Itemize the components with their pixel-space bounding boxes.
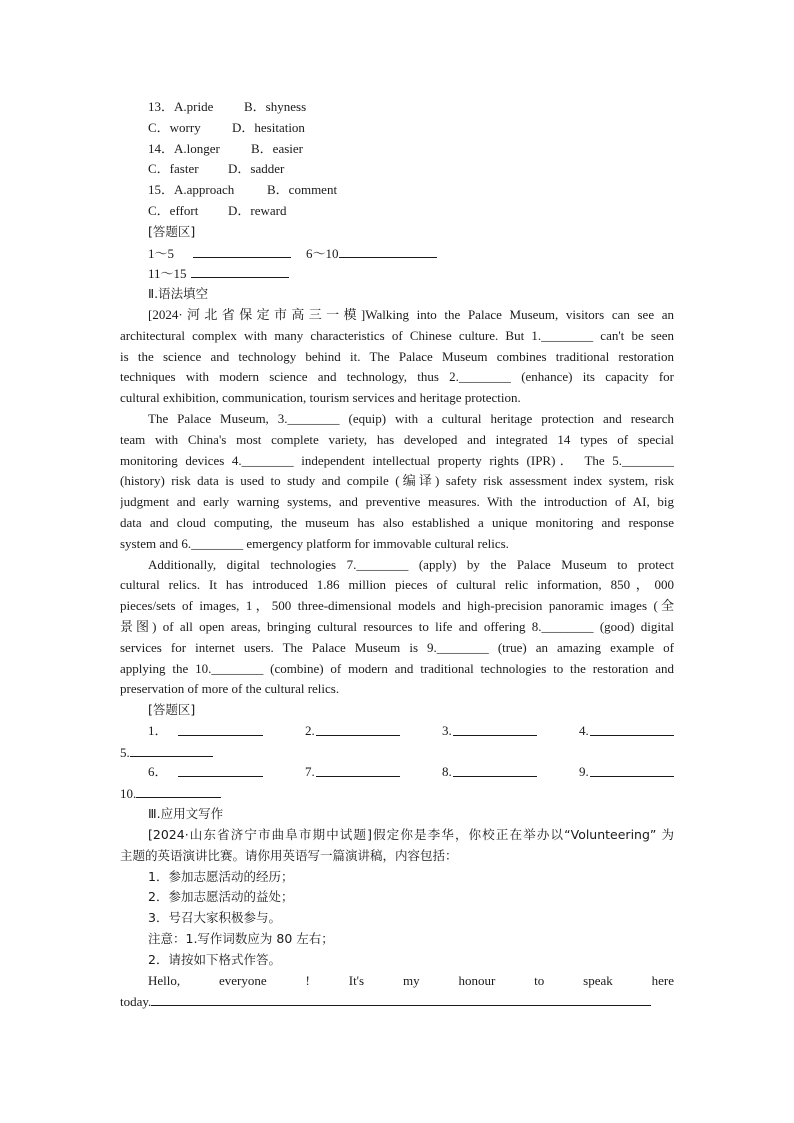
answer-blank[interactable] (453, 721, 537, 736)
answer-row: 1． 2. 3. 4. (120, 721, 674, 742)
option-row: C．effort D．reward (148, 202, 287, 218)
passage-line: pieces/sets of images, 1，500 three-dimensional models and high-precision panoramic images (全 (120, 598, 674, 614)
answer-zone-label: [答题区] (148, 702, 196, 717)
answer-row: 6． 7. 8. 9. (120, 762, 674, 783)
answer-blank[interactable] (178, 721, 263, 736)
option-row: 14．A.longer B．easier (148, 140, 303, 156)
writing-start-line: today. (120, 991, 674, 1012)
passage-line: Additionally, digital technologies 7.________ (apply) by the Palace Museum to protect (148, 556, 674, 572)
answer-zone-label: [答题区] (148, 223, 196, 239)
answer-blank[interactable] (178, 762, 263, 777)
answer-blank[interactable] (316, 762, 400, 777)
passage-line: techniques with modern science and technology, thus 2.________ (enhance) its capacity for (120, 369, 674, 385)
option-row: 13．A.pride B．shyness (148, 99, 307, 114)
answer-blank[interactable] (453, 762, 537, 777)
grammar-passage (120, 305, 674, 700)
answer-row: 10. (120, 783, 674, 804)
answer-blank[interactable] (590, 721, 674, 736)
answer-blank[interactable] (316, 721, 400, 736)
passage-line: data and cloud computing, the museum has also established a unique monitoring and response (120, 514, 674, 530)
passage-line: The Palace Museum, 3.________ (equip) with a cultural heritage protection and research (148, 410, 674, 426)
answer-blank[interactable] (339, 243, 437, 258)
passage-line: (history) risk data is used to study and compile (编译) safety risk assessment index system, risk (120, 473, 674, 489)
answer-row: 11～15 (120, 263, 674, 284)
answer-zone-2 (120, 700, 674, 825)
task-line: 2．参加志愿活动的益处； (148, 889, 294, 905)
passage-line: is the science and technology behind it. The Palace Museum combines traditional restoration (120, 348, 674, 364)
passage-line: judgment and early warning systems, and preventive measures. With the introduction of AI, big (120, 494, 674, 510)
answer-blank[interactable] (590, 762, 674, 777)
task-line: 3．号召大家积极参与。 (148, 910, 281, 926)
writing-line[interactable] (151, 991, 651, 1006)
writing-task (120, 825, 674, 1012)
answer-blank[interactable] (193, 243, 291, 258)
passage-line: 景图) of all open areas, bringing cultural resources to life and offering 8.________ (good) digital (120, 618, 674, 634)
option-row: C．faster D．sadder (148, 161, 285, 177)
task-line: 1．参加志愿活动的经历； (148, 868, 294, 884)
task-line: [2024·山东省济宁市曲阜市期中试题]假定你是李华，你校正在举办以“Volunteering” 为 (148, 827, 674, 842)
choice-options (120, 97, 674, 305)
passage-line: team with China's most complete variety, has developed and integrated 14 types of special (120, 431, 674, 447)
passage-line: architectural complex with many characteristics of Chinese culture. But 1.________ can't be seen (120, 327, 674, 343)
section-title: Ⅲ.应用文写作 (148, 805, 224, 821)
answer-blank[interactable] (130, 742, 213, 757)
answer-blank[interactable] (136, 783, 221, 798)
task-line: 2．请按如下格式作答。 (148, 951, 281, 967)
passage-line: cultural relics. It has introduced 1.86 million pieces of cultural relic information, 850，000 (120, 577, 674, 593)
task-line: 主题的英语演讲比赛。请你用英语写一篇演讲稿，内容包括： (120, 847, 458, 863)
option-row: C．worry D．hesitation (148, 119, 305, 135)
task-line: Hello, everyone ! It's my honour to speak here (148, 972, 674, 988)
passage-line: cultural exhibition, communication, tourism services and heritage protection. (120, 390, 521, 406)
task-line: 注意：1.写作词数应为 80 左右； (148, 930, 334, 946)
passage-line: [2024·河北省保定市高三一模]Walking into the Palace Museum, visitors can see an (148, 307, 674, 322)
passage-line: preservation of more of the cultural relics. (120, 681, 340, 697)
passage-line: monitoring devices 4.________ independent intellectual property rights (IPR)． The 5.________ (120, 452, 674, 468)
passage-line: system and 6.________ emergency platform for immovable cultural relics. (120, 535, 509, 551)
passage-line: services for internet users. The Palace Museum is 9.________ (true) an amazing example of (120, 639, 674, 655)
passage-line: applying the 10.________ (combine) of modern and traditional technologies to the restoration and (120, 660, 674, 676)
option-row: 15．A.approach B．comment (148, 182, 338, 198)
section-title: Ⅱ.语法填空 (148, 286, 209, 302)
answer-blank[interactable] (191, 263, 289, 278)
answer-row: 1～5 6～10 (120, 243, 674, 264)
answer-row: 5. (120, 742, 674, 763)
